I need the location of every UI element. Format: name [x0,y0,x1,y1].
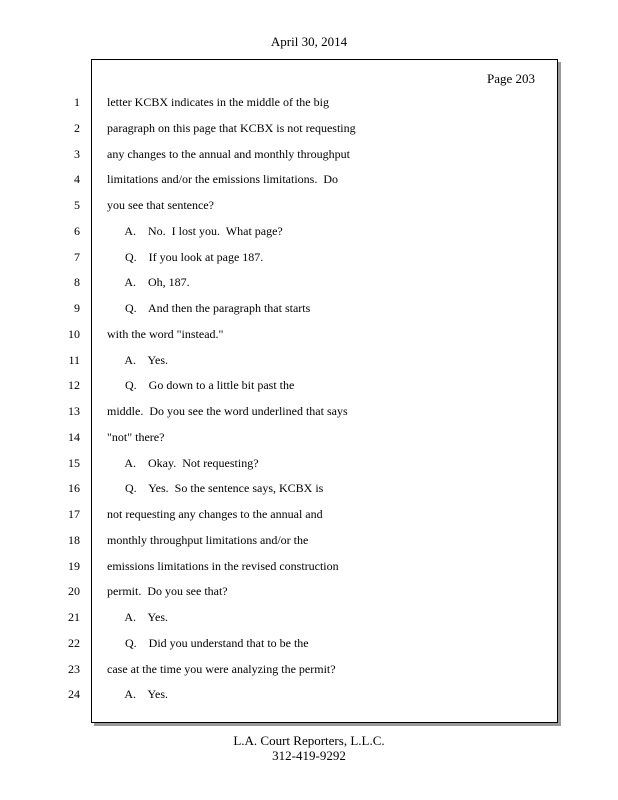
line-number: 3 [74,147,80,161]
line-number: 18 [68,533,80,547]
line-text: middle. Do you see the word underlined that says [107,404,348,418]
line-number: 4 [74,172,80,186]
line-number: 11 [68,353,80,367]
line-number: 21 [68,610,80,624]
line-text: emissions limitations in the revised construction [107,559,339,573]
header-date: April 30, 2014 [270,34,348,49]
line-number: 23 [68,662,80,676]
line-text: Q. And then the paragraph that starts [107,301,311,315]
line-text: A. Yes. [107,687,169,701]
line-number: 22 [68,636,80,650]
line-number: 12 [68,378,80,392]
line-text: letter KCBX indicates in the middle of the big [107,95,329,109]
line-text: A. Yes. [107,610,169,624]
line-number: 17 [68,507,80,521]
line-number: 24 [68,687,80,701]
line-text: with the word "instead." [107,327,224,341]
line-text: permit. Do you see that? [107,584,228,598]
line-number: 15 [68,456,80,470]
line-text: paragraph on this page that KCBX is not requesting [107,121,356,135]
line-text: you see that sentence? [107,198,214,212]
line-text: case at the time you were analyzing the permit? [107,662,336,676]
line-text: not requesting any changes to the annual and [107,507,323,521]
line-text: monthly throughput limitations and/or the [107,533,309,547]
line-number: 9 [74,301,80,315]
line-number: 20 [68,584,80,598]
line-number: 1 [74,95,80,109]
line-text: Q. Yes. So the sentence says, KCBX is [107,481,324,495]
line-number: 13 [68,404,80,418]
footer-phone: 312-419-9292 [272,748,346,763]
line-number: 6 [74,224,80,238]
line-number: 5 [74,198,80,212]
line-text: A. No. I lost you. What page? [107,224,283,238]
line-text: A. Yes. [107,353,169,367]
line-number: 8 [74,275,80,289]
line-text: Q. Go down to a little bit past the [107,378,295,392]
line-text: A. Oh, 187. [107,275,190,289]
line-number: 2 [74,121,80,135]
line-number: 14 [68,430,80,444]
line-number: 10 [68,327,80,341]
line-number: 16 [68,481,80,495]
page-number: Page 203 [486,71,535,86]
line-text: Q. Did you understand that to be the [107,636,309,650]
line-text: limitations and/or the emissions limitations. Do [107,172,338,186]
line-number: 19 [68,559,80,573]
line-text: Q. If you look at page 187. [107,250,264,264]
line-text: A. Okay. Not requesting? [107,456,259,470]
line-text: "not" there? [107,430,165,444]
footer-company: L.A. Court Reporters, L.L.C. [233,733,385,748]
line-number: 7 [74,250,80,264]
line-text: any changes to the annual and monthly throughput [107,147,350,161]
